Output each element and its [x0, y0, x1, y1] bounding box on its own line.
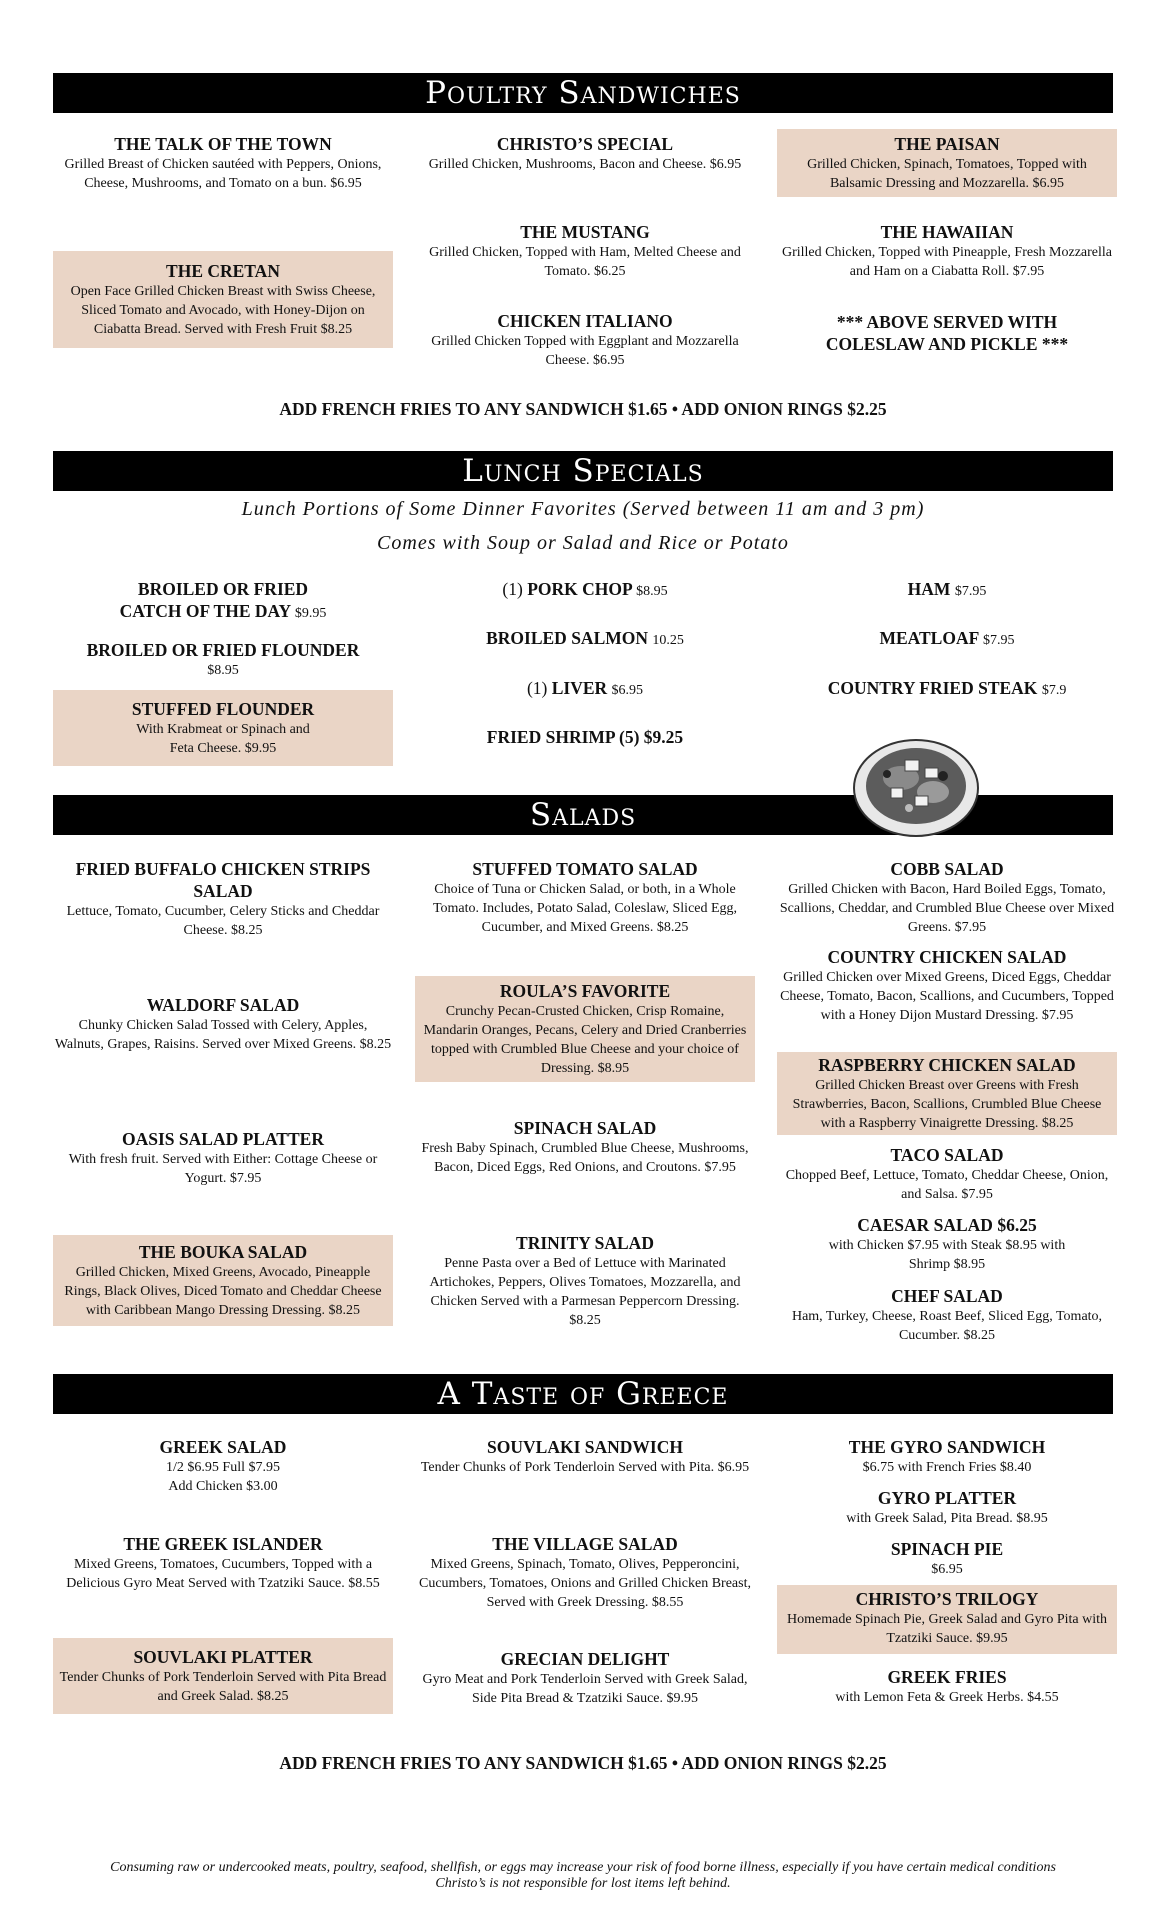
item-desc: Tender Chunks of Pork Tenderloin Served with Pita Bread and Greek Salad. $8.25 [59, 1670, 387, 1704]
menu-item-grecian-delight [415, 1648, 755, 1708]
item-title: COBB SALAD [890, 859, 1004, 879]
menu-item-buffalo-chicken-salad [53, 858, 393, 940]
item-title: GREEK FRIES [887, 1667, 1007, 1687]
item-desc: Grilled Chicken Breast over Greens with Fresh Strawberries, Bacon, Scallions, Crumbled Blue Cheese with a Raspberry Vinaigrette Dressing. $8.25 [792, 1078, 1102, 1131]
item-title [53, 578, 393, 625]
title-text: LIVER [551, 678, 608, 698]
menu-item-taco-salad [777, 1144, 1117, 1204]
item-title [415, 627, 755, 652]
item-title: THE TALK OF THE TOWN [114, 134, 332, 154]
item-title: CHEF SALAD [891, 1286, 1003, 1306]
price: $6.95 [611, 683, 644, 698]
item-title: GREEK SALAD [159, 1437, 287, 1457]
menu-item-meatloaf [777, 627, 1117, 652]
item-title: ROULA’S FAVORITE [499, 981, 671, 1001]
footer-line-1: Consuming raw or undercooked meats, poultry, seafood, shellfish, or eggs may increase your risk of food borne illness, especially if you have certain medical conditions [110, 1860, 1056, 1875]
menu-item-christos-trilogy [777, 1585, 1117, 1654]
item-desc: Grilled Chicken, Spinach, Tomatoes, Topped with Balsamic Dressing and Mozzarella. $6.95 [807, 157, 1087, 191]
item-desc: Mixed Greens, Spinach, Tomato, Olives, Pepperoncini, Cucumbers, Tomatoes, Onions and Grilled Chicken Breast, Served with Greek Dressing. $8.55 [419, 1557, 751, 1610]
item-title: WALDORF SALAD [146, 995, 300, 1015]
menu-item-country-fried-steak [777, 677, 1117, 702]
menu-item-spinach-pie [777, 1538, 1117, 1579]
item-title: SPINACH PIE [890, 1539, 1004, 1559]
item-desc: Fresh Baby Spinach, Crumbled Blue Cheese, Mushrooms, Bacon, Diced Eggs, Red Onions, and Croutons. $7.95 [421, 1141, 749, 1175]
item-desc: Mixed Greens, Tomatoes, Cucumbers, Topped with a Delicious Gyro Meat Served with Tzatziki Sauce. $8.55 [66, 1557, 380, 1591]
item-desc: Grilled Chicken over Mixed Greens, Diced Eggs, Cheddar Cheese, Tomato, Bacon, Scallions, and Cucumbers, Topped with a Honey Dijon Mustard Dressing. $7.95 [780, 970, 1114, 1023]
menu-item-talk-of-the-town [53, 133, 393, 193]
title-text: PORK CHOP [527, 579, 632, 599]
item-title: CHRISTO’S SPECIAL [496, 134, 674, 154]
qty: (1) [526, 678, 548, 698]
menu-item-fried-shrimp [415, 726, 755, 748]
item-desc: $6.95 [931, 1562, 963, 1577]
section-banner-poultry: Poultry Sandwiches [53, 73, 1113, 113]
item-desc: Grilled Chicken, Topped with Pineapple, Fresh Mozzarella and Ham on a Ciabatta Roll. $7.95 [781, 245, 1112, 279]
item-desc: with Chicken $7.95 with Steak $8.95 with Shrimp $8.95 [828, 1238, 1066, 1272]
item-desc: with Greek Salad, Pita Bread. $8.95 [846, 1511, 1048, 1526]
item-title: THE GREEK ISLANDER [123, 1534, 323, 1554]
item-title: SPINACH SALAD [513, 1118, 657, 1138]
title-text: MEATLOAF [879, 628, 979, 648]
item-desc: Chopped Beef, Lettuce, Tomato, Cheddar Cheese, Onion, and Salsa. $7.95 [785, 1168, 1109, 1202]
lunch-subtitle-2: Comes with Soup or Salad and Rice or Potato [377, 532, 789, 554]
item-title: THE GYRO SANDWICH [848, 1437, 1046, 1457]
menu-item-gyro-sandwich [777, 1436, 1117, 1477]
item-title: CHICKEN ITALIANO [497, 311, 673, 331]
item-title: *** ABOVE SERVED WITH COLESLAW AND PICKLE *** [825, 312, 1069, 354]
menu-item-bouka-salad [53, 1235, 393, 1326]
menu-item-village-salad [415, 1533, 755, 1612]
item-title: TRINITY SALAD [516, 1233, 654, 1253]
item-title: THE VILLAGE SALAD [492, 1534, 678, 1554]
item-title [415, 677, 755, 702]
price: $9.95 [294, 606, 327, 621]
served-with-note [797, 311, 1097, 355]
menu-item-spinach-salad [415, 1117, 755, 1177]
item-title: CAESAR SALAD $6.25 [857, 1215, 1037, 1235]
item-desc: With fresh fruit. Served with Either: Cottage Cheese or Yogurt. $7.95 [68, 1152, 378, 1186]
addons-note-2: ADD FRENCH FRIES TO ANY SANDWICH $1.65 • ADD ONION RINGS $2.25 [279, 1753, 887, 1773]
item-desc: Crunchy Pecan-Crusted Chicken, Crisp Romaine, Mandarin Oranges, Pecans, Celery and Dried Cranberries topped with Crumbled Blue Cheese and your choice of Dressing. $8.95 [423, 1004, 747, 1076]
item-title: GYRO PLATTER [877, 1488, 1017, 1508]
item-desc: Grilled Chicken Topped with Eggplant and Mozzarella Cheese. $6.95 [431, 334, 739, 368]
item-title: FRIED BUFFALO CHICKEN STRIPS SALAD [75, 859, 371, 901]
item-title: COUNTRY CHICKEN SALAD [827, 947, 1067, 967]
item-title: THE HAWAIIAN [880, 222, 1014, 242]
menu-item-country-chicken-salad [777, 946, 1117, 1025]
item-title: SOUVLAKI SANDWICH [487, 1437, 683, 1457]
menu-item-souvlaki-sandwich [415, 1436, 755, 1477]
item-desc: 1/2 $6.95 Full $7.95 [166, 1460, 280, 1475]
menu-item-ham [777, 578, 1117, 603]
item-desc: Grilled Chicken, Topped with Ham, Melted Cheese and Tomato. $6.25 [429, 245, 741, 279]
item-title: THE MUSTANG [520, 222, 650, 242]
menu-item-raspberry-chicken-salad [777, 1052, 1117, 1135]
section-banner-lunch: Lunch Specials [53, 451, 1113, 491]
item-title: STUFFED TOMATO SALAD [472, 859, 698, 879]
menu-item-gyro-platter [777, 1487, 1117, 1528]
menu-item-chef-salad [777, 1285, 1117, 1345]
addons-note: ADD FRENCH FRIES TO ANY SANDWICH $1.65 • ADD ONION RINGS $2.25 [279, 399, 887, 419]
section-banner-salads: Salads [53, 795, 1113, 835]
price: $8.95 [636, 584, 668, 599]
item-desc: with Lemon Feta & Greek Herbs. $4.55 [835, 1690, 1059, 1705]
menu-item-mustang [415, 221, 755, 281]
item-desc: $6.75 with French Fries $8.40 [862, 1460, 1032, 1475]
section-banner-greece: A Taste of Greece [53, 1374, 1113, 1414]
menu-item-broiled-salmon [415, 627, 755, 652]
item-desc: Homemade Spinach Pie, Greek Salad and Gyro Pita with Tzatziki Sauce. $9.95 [787, 1612, 1107, 1646]
menu-item-greek-salad [53, 1436, 393, 1496]
item-desc: Gyro Meat and Pork Tenderloin Served with Greek Salad, Side Pita Bread & Tzatziki Sauce. $9.95 [422, 1672, 748, 1706]
item-title: GRECIAN DELIGHT [500, 1649, 670, 1669]
item-title: SOUVLAKI PLATTER [133, 1647, 313, 1667]
price: $7.95 [983, 633, 1015, 648]
menu-item-stuffed-flounder [53, 690, 393, 766]
lunch-subtitle-1: Lunch Portions of Some Dinner Favorites (Served between 11 am and 3 pm) [241, 498, 925, 520]
item-title: RASPBERRY CHICKEN SALAD [818, 1055, 1076, 1075]
menu-item-oasis-salad [53, 1128, 393, 1188]
menu-item-paisan [777, 129, 1117, 197]
item-desc: Ham, Turkey, Cheese, Roast Beef, Sliced Egg, Tomato, Cucumber. $8.25 [791, 1309, 1103, 1343]
menu-item-christos-special [415, 133, 755, 174]
item-desc: Tender Chunks of Pork Tenderloin Served with Pita. $6.95 [420, 1460, 750, 1475]
item-title: BROILED OR FRIED FLOUNDER [86, 640, 360, 660]
item-desc: Chunky Chicken Salad Tossed with Celery, Apples, Walnuts, Grapes, Raisins. Served over Mixed Greens. $8.25 [54, 1018, 392, 1052]
menu-item-trinity-salad [415, 1232, 755, 1330]
item-title [777, 627, 1117, 652]
item-title [777, 578, 1117, 603]
menu-item-greek-islander [53, 1533, 393, 1593]
price: 10.25 [652, 633, 684, 648]
menu-item-pork-chop [415, 578, 755, 603]
item-desc: Choice of Tuna or Chicken Salad, or both, in a Whole Tomato. Includes, Potato Salad, Coleslaw, Sliced Egg, Cucumber, and Mixed Greens. $8.25 [432, 882, 738, 935]
menu-item-greek-fries [777, 1666, 1117, 1707]
qty: (1) [502, 579, 523, 599]
item-desc: Grilled Chicken, Mixed Greens, Avocado, Pineapple Rings, Black Olives, Diced Tomato and Cheddar Cheese with Caribbean Mango Dressing Dressing. $8.25 [64, 1265, 382, 1318]
price: $8.95 [207, 663, 239, 678]
item-desc: With Krabmeat or Spinach and Feta Cheese. $9.95 [136, 722, 310, 756]
price: $7.9 [1041, 683, 1067, 698]
menu-item-chicken-italiano [415, 310, 755, 370]
item-title [777, 677, 1117, 702]
item-title: FRIED SHRIMP (5) $9.25 [486, 727, 684, 747]
salad-plate-icon [851, 730, 981, 840]
item-title [415, 578, 755, 603]
item-desc-2: Add Chicken $3.00 [168, 1479, 278, 1494]
menu-item-catch-of-the-day [53, 578, 393, 625]
item-title: THE CRETAN [166, 261, 280, 281]
footer-line-2: Christo’s is not responsible for lost items left behind. [435, 1876, 731, 1891]
item-title: THE PAISAN [894, 134, 1000, 154]
menu-item-hawaiian [777, 221, 1117, 281]
item-title: CHRISTO’S TRILOGY [855, 1589, 1039, 1609]
footer-disclaimer [53, 1860, 1113, 1892]
title-text: HAM [907, 579, 951, 599]
title-text: BROILED OR FRIED CATCH OF THE DAY [119, 579, 309, 621]
menu-item-cobb-salad [777, 858, 1117, 937]
menu-item-souvlaki-platter [53, 1638, 393, 1714]
menu-item-liver [415, 677, 755, 702]
menu-item-stuffed-tomato-salad [415, 858, 755, 937]
menu-item-waldorf-salad [53, 994, 393, 1054]
item-desc: Grilled Chicken with Bacon, Hard Boiled Eggs, Tomato, Scallions, Cheddar, and Crumbled Blue Cheese over Mixed Greens. $7.95 [779, 882, 1115, 935]
item-desc: Lettuce, Tomato, Cucumber, Celery Sticks and Cheddar Cheese. $8.25 [66, 904, 380, 938]
item-desc: Grilled Chicken, Mushrooms, Bacon and Cheese. $6.95 [428, 157, 742, 172]
menu-item-roulas-favorite [415, 976, 755, 1082]
menu-item-flounder [53, 639, 393, 680]
item-desc: Grilled Breast of Chicken sautéed with Peppers, Onions, Cheese, Mushrooms, and Tomato on a bun. $6.95 [64, 157, 382, 191]
price: $7.95 [954, 584, 987, 599]
item-desc: Penne Pasta over a Bed of Lettuce with Marinated Artichokes, Peppers, Olives Tomatoes, Mozzarella, and Chicken Served with a Parmesan Peppercorn Dressing. $8.25 [429, 1256, 741, 1328]
item-title: THE BOUKA SALAD [138, 1242, 308, 1262]
title-text: COUNTRY FRIED STEAK [827, 678, 1038, 698]
item-desc: Open Face Grilled Chicken Breast with Swiss Cheese, Sliced Tomato and Avocado, with Honey-Dijon on Ciabatta Bread. Served with Fresh Fruit $8.25 [70, 284, 376, 337]
item-title: TACO SALAD [890, 1145, 1004, 1165]
item-title: STUFFED FLOUNDER [131, 699, 315, 719]
title-text: BROILED SALMON [486, 628, 649, 648]
item-title: OASIS SALAD PLATTER [122, 1129, 324, 1149]
menu-item-cretan [53, 251, 393, 348]
menu-item-caesar-salad [807, 1214, 1087, 1274]
